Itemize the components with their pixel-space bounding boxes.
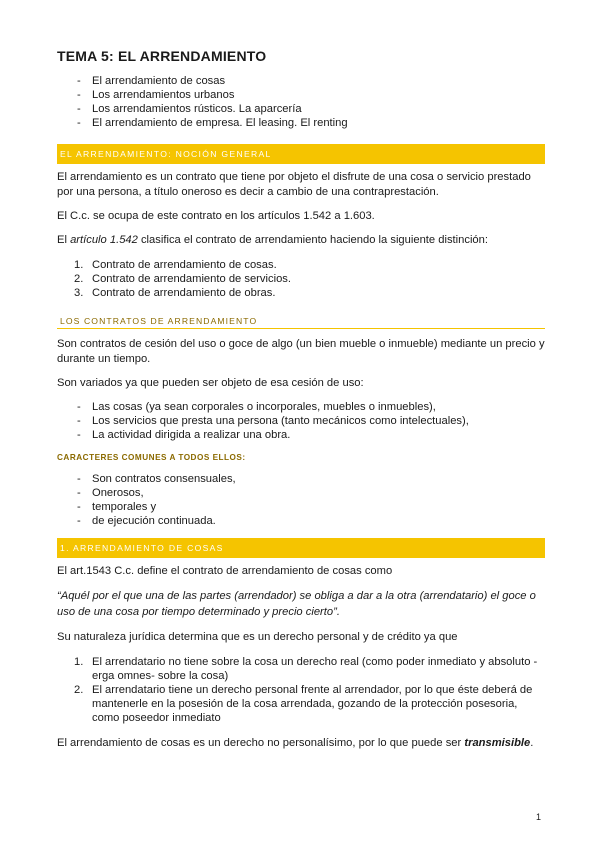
- section-heading-contratos: LOS CONTRATOS DE ARRENDAMIENTO: [57, 316, 545, 329]
- list-item: 1. El arrendatario no tiene sobre la cosa un derecho real (como poder inmediato y absoluto - erga omnes- sobre la cosa): [74, 656, 538, 682]
- list-item: - temporales y: [77, 501, 157, 513]
- paragraph: Su naturaleza jurídica determina que es un derecho personal y de crédito ya que: [57, 631, 458, 643]
- objects-list: [57, 400, 545, 442]
- section-heading-nocion-general: EL ARRENDAMIENTO: NOCIÓN GENERAL: [57, 144, 545, 164]
- list-item: - El arrendamiento de cosas: [77, 75, 226, 87]
- list-item: 2. Contrato de arrendamiento de servicios.: [74, 273, 291, 285]
- list-item: - Las cosas (ya sean corporales o incorporales, muebles o inmuebles),: [77, 401, 436, 413]
- list-item: - Onerosos,: [77, 487, 144, 499]
- list-item: 1. Contrato de arrendamiento de cosas.: [74, 259, 277, 271]
- legal-nature-list: [57, 655, 545, 725]
- paragraph: El art.1543 C.c. define el contrato de arrendamiento de cosas como: [57, 565, 393, 577]
- page-number: 1: [536, 812, 542, 822]
- list-item: - La actividad dirigida a realizar una obra.: [77, 429, 291, 441]
- list-item: - Los arrendamientos urbanos: [77, 89, 235, 101]
- article-reference: artículo 1.542: [70, 234, 138, 246]
- paragraph: Son variados ya que pueden ser objeto de esa cesión de uso:: [57, 377, 364, 389]
- document-page: [57, 48, 545, 751]
- paragraph: El arrendamiento es un contrato que tiene por objeto el disfrute de una cosa o servicio prestado por una persona, a título oneroso es decir a cambio de una contraprestación.: [57, 171, 531, 198]
- contract-types-list: [57, 258, 545, 300]
- subheading-caracteres: CARACTERES COMUNES A TODOS ELLOS:: [57, 453, 246, 462]
- topics-list: [57, 74, 545, 130]
- list-item: 3. Contrato de arrendamiento de obras.: [74, 287, 276, 299]
- traits-list: [57, 472, 545, 528]
- list-item: - Son contratos consensuales,: [77, 473, 236, 485]
- paragraph: El C.c. se ocupa de este contrato en los artículos 1.542 a 1.603.: [57, 210, 375, 222]
- list-item: - Los servicios que presta una persona (tanto mecánicos como intelectuales),: [77, 415, 469, 427]
- document-title: TEMA 5: EL ARRENDAMIENTO: [57, 48, 267, 64]
- paragraph: Son contratos de cesión del uso o goce de algo (un bien mueble o inmueble) mediante un precio y durante un tiempo.: [57, 338, 545, 365]
- transmisible-emphasis: transmisible: [464, 737, 531, 749]
- list-item: - Los arrendamientos rústicos. La aparcería: [77, 103, 302, 115]
- definition-quote: “Aquél por el que una de las partes (arrendador) se obliga a dar a la otra (arrendatario) el goce o uso de una cosa por tiempo determinado y precio cierto”.: [57, 590, 536, 618]
- paragraph: El arrendamiento de cosas es un derecho no personalísimo, por lo que puede ser transmisible.: [57, 737, 534, 749]
- paragraph: El artículo 1.542 clasifica el contrato de arrendamiento haciendo la siguiente distinción:: [57, 234, 488, 246]
- list-item: - El arrendamiento de empresa. El leasing. El renting: [77, 117, 348, 129]
- list-item: - de ejecución continuada.: [77, 515, 216, 527]
- list-item: 2. El arrendatario tiene un derecho personal frente al arrendador, por lo que éste deberá de mantenerle en la posesión de la cosa arrendada, gozando de la protección posesoria, como poseedor inmediato: [74, 684, 533, 724]
- section-heading-arrendamiento-cosas: 1. ARRENDAMIENTO DE COSAS: [57, 538, 545, 558]
